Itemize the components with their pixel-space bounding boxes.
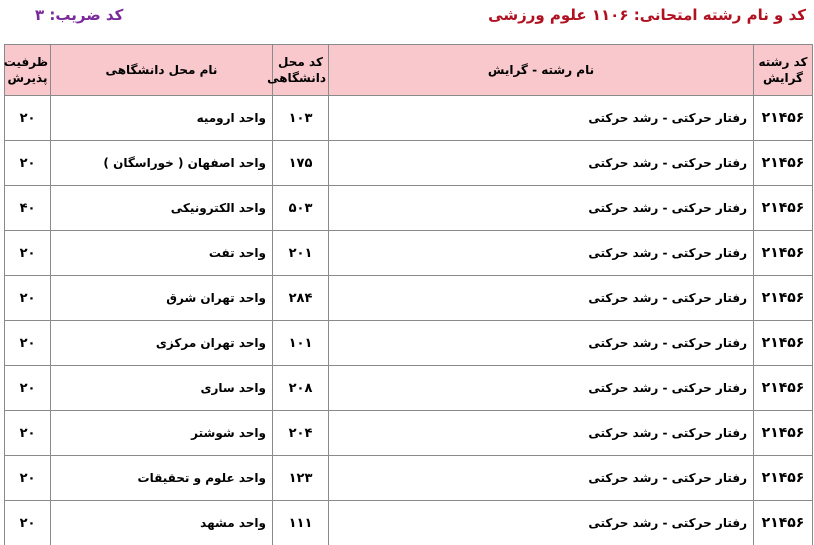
cell-code: ۲۱۴۵۶ <box>754 321 813 366</box>
cell-place-name: واحد ارومیه <box>51 96 273 141</box>
cell-major: رفتار حرکتی - رشد حرکتی <box>329 411 754 456</box>
cell-code: ۲۱۴۵۶ <box>754 276 813 321</box>
table-body <box>5 96 813 545</box>
cell-place-name: واحد ساری <box>51 366 273 411</box>
cell-major: رفتار حرکتی - رشد حرکتی <box>329 186 754 231</box>
table-row <box>5 411 813 456</box>
cell-code: ۲۱۴۵۶ <box>754 96 813 141</box>
table-row <box>5 186 813 231</box>
table-header-row <box>5 45 813 96</box>
table-row <box>5 276 813 321</box>
cell-code: ۲۱۴۵۶ <box>754 366 813 411</box>
cell-code: ۲۱۴۵۶ <box>754 411 813 456</box>
page-title: کد و نام رشته امتحانی: ۱۱۰۶ علوم ورزشی <box>488 6 806 24</box>
cell-capacity: ۲۰ <box>5 321 51 366</box>
cell-major: رفتار حرکتی - رشد حرکتی <box>329 456 754 501</box>
cell-capacity: ۲۰ <box>5 501 51 545</box>
cell-code: ۲۱۴۵۶ <box>754 501 813 545</box>
cell-place-code: ۱۱۱ <box>273 501 329 545</box>
cell-major: رفتار حرکتی - رشد حرکتی <box>329 321 754 366</box>
cell-code: ۲۱۴۵۶ <box>754 231 813 276</box>
cell-capacity: ۲۰ <box>5 366 51 411</box>
programs-table <box>4 44 813 545</box>
cell-place-name: واحد اصفهان ( خوراسگان ) <box>51 141 273 186</box>
cell-major: رفتار حرکتی - رشد حرکتی <box>329 141 754 186</box>
cell-place-name: واحد تهران مرکزی <box>51 321 273 366</box>
cell-place-name: واحد الکترونیکی <box>51 186 273 231</box>
cell-major: رفتار حرکتی - رشد حرکتی <box>329 96 754 141</box>
cell-code: ۲۱۴۵۶ <box>754 456 813 501</box>
cell-capacity: ۲۰ <box>5 411 51 456</box>
cell-place-code: ۲۸۴ <box>273 276 329 321</box>
cell-code: ۲۱۴۵۶ <box>754 186 813 231</box>
cell-capacity: ۲۰ <box>5 141 51 186</box>
column-header-place-code: کد محل دانشگاهی <box>273 45 329 96</box>
table-row <box>5 456 813 501</box>
cell-place-code: ۱۲۳ <box>273 456 329 501</box>
cell-place-code: ۱۷۵ <box>273 141 329 186</box>
cell-capacity: ۲۰ <box>5 231 51 276</box>
cell-place-code: ۲۰۸ <box>273 366 329 411</box>
cell-capacity: ۲۰ <box>5 456 51 501</box>
cell-place-name: واحد تفت <box>51 231 273 276</box>
cell-place-code: ۲۰۱ <box>273 231 329 276</box>
coefficient-code: کد ضریب: ۳ <box>35 6 123 24</box>
cell-major: رفتار حرکتی - رشد حرکتی <box>329 366 754 411</box>
cell-place-name: واحد شوشتر <box>51 411 273 456</box>
table-row <box>5 141 813 186</box>
cell-major: رفتار حرکتی - رشد حرکتی <box>329 231 754 276</box>
column-header-major: نام رشته - گرایش <box>329 45 754 96</box>
table-row <box>5 501 813 545</box>
cell-capacity: ۲۰ <box>5 96 51 141</box>
table-row <box>5 321 813 366</box>
column-header-place-name: نام محل دانشگاهی <box>51 45 273 96</box>
cell-capacity: ۲۰ <box>5 276 51 321</box>
cell-place-code: ۵۰۳ <box>273 186 329 231</box>
column-header-capacity: ظرفیت پذیرش <box>5 45 51 96</box>
cell-major: رفتار حرکتی - رشد حرکتی <box>329 501 754 545</box>
cell-place-name: واحد مشهد <box>51 501 273 545</box>
cell-place-name: واحد تهران شرق <box>51 276 273 321</box>
cell-code: ۲۱۴۵۶ <box>754 141 813 186</box>
cell-place-code: ۲۰۴ <box>273 411 329 456</box>
cell-major: رفتار حرکتی - رشد حرکتی <box>329 276 754 321</box>
table-row <box>5 366 813 411</box>
table-row <box>5 231 813 276</box>
cell-place-code: ۱۰۳ <box>273 96 329 141</box>
table-row <box>5 96 813 141</box>
cell-place-name: واحد علوم و تحقیقات <box>51 456 273 501</box>
cell-place-code: ۱۰۱ <box>273 321 329 366</box>
column-header-code: کد رشته گرایش <box>754 45 813 96</box>
cell-capacity: ۴۰ <box>5 186 51 231</box>
